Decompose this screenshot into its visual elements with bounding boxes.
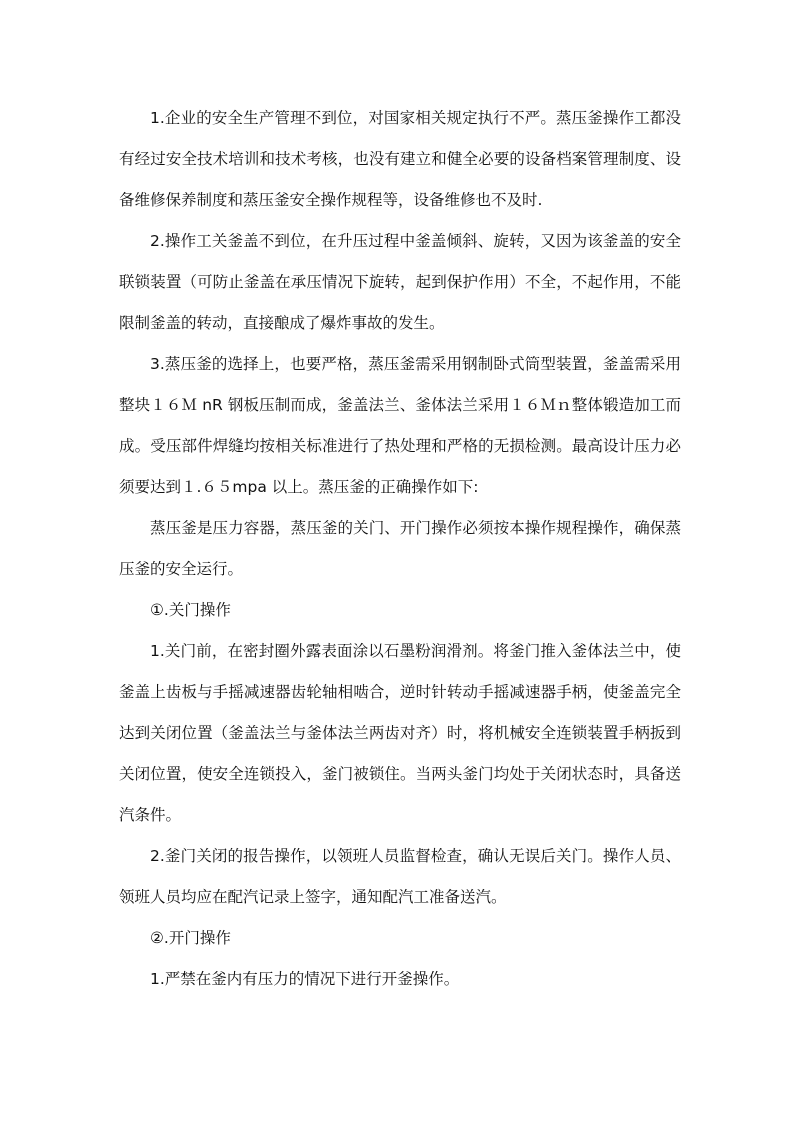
- paragraph-cause-lid: 2.操作工关釜盖不到位，在升压过程中釜盖倾斜、旋转，又因为该釜盖的安全联锁装置（可防止釜盖在承压情况下旋转，起到保护作用）不全，不起作用，不能限制釜盖的转动，直接酿成了爆炸事故的发生。: [119, 232, 681, 332]
- section-heading-open-door: ②.开门操作: [150, 929, 231, 947]
- section-heading-close-door: ①.关门操作: [150, 601, 231, 619]
- paragraph-operation-intro: 蒸压釜是压力容器，蒸压釜的关门、开门操作必须按本操作规程操作，确保蒸压釜的安全运行。: [119, 519, 681, 578]
- paragraph-close-step-1: 1.关门前，在密封圈外露表面涂以石墨粉润滑剂。将釜门推入釜体法兰中，使釜盖上齿板与手摇减速器齿轮轴相啮合，逆时针转动手摇减速器手柄，使釜盖完全达到关闭位置（釜盖法兰与釜体法兰两齿对齐）时，将机械安全连锁装置手柄扳到关闭位置，使安全连锁投入，釜门被锁住。当两头釜门均处于关闭状态时，具备送汽条件。: [119, 642, 681, 824]
- paragraph-close-step-2: 2.釜门关闭的报告操作，以领班人员监督检查，确认无误后关门。操作人员、领班人员均应在配汽记录上签字，通知配汽工准备送汽。: [119, 847, 681, 906]
- paragraph-selection-requirements: 3.蒸压釜的选择上，也要严格，蒸压釜需采用钢制卧式筒型装置，釜盖需采用整块１６Ｍ nR 钢板压制而成，釜盖法兰、釜体法兰采用１６Ｍｎ整体锻造加工而成。受压部件焊缝均按相关标准进行了热处理和严格的无损检测。最高设计压力必须要达到１.６５mpa 以上。蒸压釜的正确操作如下:: [119, 355, 681, 496]
- paragraph-open-step-1: 1.严禁在釜内有压力的情况下进行开釜操作。: [150, 970, 460, 988]
- paragraph-cause-management: 1.企业的安全生产管理不到位，对国家相关规定执行不严。蒸压釜操作工都没有经过安全技术培训和技术考核，也没有建立和健全必要的设备档案管理制度、设备维修保养制度和蒸压釜安全操作规程等，设备维修也不及时.: [119, 109, 681, 209]
- document-body: [119, 98, 681, 1000]
